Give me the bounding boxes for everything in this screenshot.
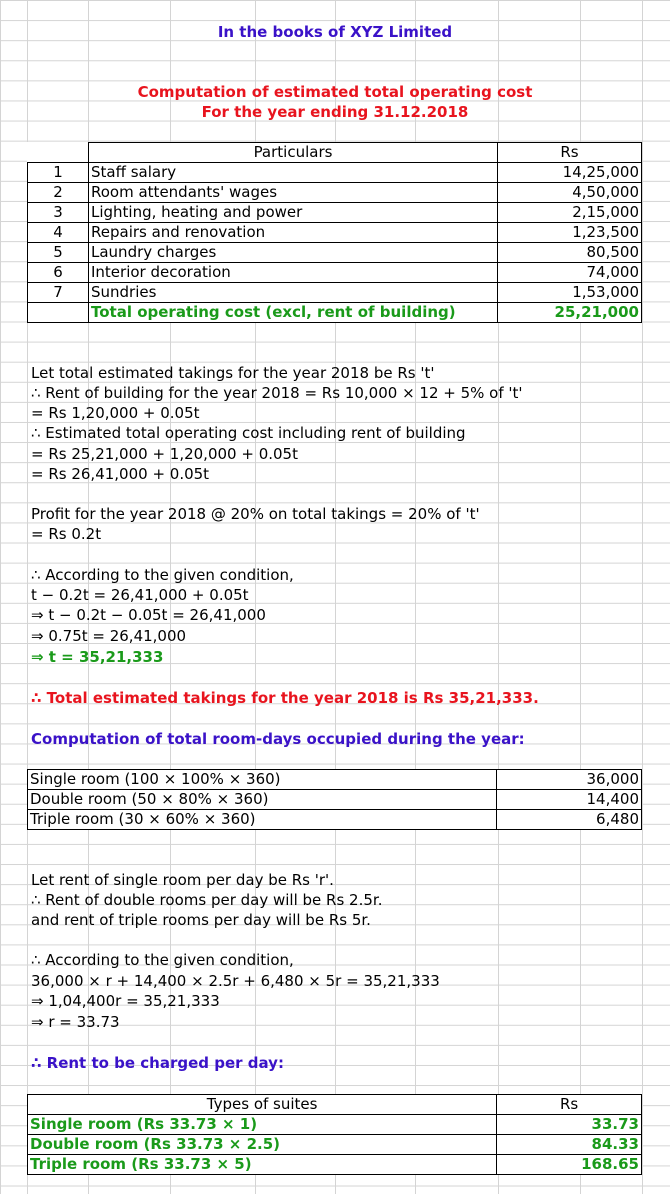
amount-header: Rs bbox=[497, 1095, 642, 1115]
table-row bbox=[28, 183, 642, 203]
table-row bbox=[28, 1115, 642, 1135]
room-days-title: Computation of total room-days occupied during the year: bbox=[31, 730, 525, 748]
row-value: 84.33 bbox=[497, 1135, 642, 1155]
row-amount: 1,53,000 bbox=[498, 283, 642, 303]
row-item: Room attendants' wages bbox=[89, 183, 498, 203]
blank-cell bbox=[28, 303, 89, 323]
working-line: = Rs 1,20,000 + 0.05t bbox=[31, 404, 200, 422]
computation-title: Computation of estimated total operating cost bbox=[137, 83, 533, 101]
working-line: ⇒ t − 0.2t − 0.05t = 26,41,000 bbox=[31, 606, 266, 624]
row-item: Double room (50 × 80% × 360) bbox=[28, 790, 497, 810]
working-line: and rent of triple rooms per day will be Rs 5r. bbox=[31, 911, 371, 929]
blank-cell bbox=[28, 143, 89, 163]
row-number: 3 bbox=[28, 203, 89, 223]
row-number: 1 bbox=[28, 163, 89, 183]
table-header-row bbox=[28, 1095, 642, 1115]
row-amount: 74,000 bbox=[498, 263, 642, 283]
row-value: 168.65 bbox=[497, 1155, 642, 1175]
row-number: 4 bbox=[28, 223, 89, 243]
row-item: Repairs and renovation bbox=[89, 223, 498, 243]
type-header: Types of suites bbox=[28, 1095, 497, 1115]
working-line: = Rs 0.2t bbox=[31, 525, 102, 543]
table-row bbox=[28, 203, 642, 223]
row-value: 33.73 bbox=[497, 1115, 642, 1135]
row-amount: 14,25,000 bbox=[498, 163, 642, 183]
table-row bbox=[28, 810, 642, 830]
rent-title: ∴ Rent to be charged per day: bbox=[31, 1054, 284, 1072]
grid-column-line bbox=[642, 0, 643, 1194]
year-title: For the year ending 31.12.2018 bbox=[201, 103, 469, 121]
table-row bbox=[28, 283, 642, 303]
amount-header: Rs bbox=[498, 143, 642, 163]
table-row bbox=[28, 243, 642, 263]
working-line: ∴ Rent of building for the year 2018 = Rs 10,000 × 12 + 5% of 't' bbox=[31, 384, 523, 402]
row-number: 6 bbox=[28, 263, 89, 283]
row-item: Triple room (30 × 60% × 360) bbox=[28, 810, 497, 830]
room-days-table bbox=[27, 769, 642, 830]
row-value: 6,480 bbox=[497, 810, 642, 830]
working-line: ⇒ 0.75t = 26,41,000 bbox=[31, 627, 187, 645]
working-line: ⇒ r = 33.73 bbox=[31, 1013, 120, 1031]
working-line: ⇒ 1,04,400r = 35,21,333 bbox=[31, 992, 220, 1010]
working-line: 36,000 × r + 14,400 × 2.5r + 6,480 × 5r = 35,21,333 bbox=[31, 972, 440, 990]
row-value: 36,000 bbox=[497, 770, 642, 790]
row-number: 7 bbox=[28, 283, 89, 303]
books-title: In the books of XYZ Limited bbox=[217, 23, 453, 41]
working-line: ∴ According to the given condition, bbox=[31, 951, 294, 969]
row-item: Interior decoration bbox=[89, 263, 498, 283]
row-amount: 80,500 bbox=[498, 243, 642, 263]
operating-cost-table bbox=[27, 142, 642, 323]
conclusion-takings: ∴ Total estimated takings for the year 2018 is Rs 35,21,333. bbox=[31, 689, 539, 707]
row-amount: 4,50,000 bbox=[498, 183, 642, 203]
working-line: ∴ Rent of double rooms per day will be Rs 2.5r. bbox=[31, 891, 383, 909]
table-row bbox=[28, 790, 642, 810]
total-row bbox=[28, 303, 642, 323]
working-line: Profit for the year 2018 @ 20% on total takings = 20% of 't' bbox=[31, 505, 480, 523]
table-row bbox=[28, 163, 642, 183]
working-line: Let rent of single room per day be Rs 'r'. bbox=[31, 871, 334, 889]
rent-table bbox=[27, 1094, 642, 1175]
row-amount: 1,23,500 bbox=[498, 223, 642, 243]
working-line: Let total estimated takings for the year 2018 be Rs 't' bbox=[31, 364, 435, 382]
row-item: Double room (Rs 33.73 × 2.5) bbox=[28, 1135, 497, 1155]
total-label: Total operating cost (excl, rent of building) bbox=[89, 303, 498, 323]
table-row bbox=[28, 770, 642, 790]
working-line: = Rs 26,41,000 + 0.05t bbox=[31, 465, 210, 483]
table-row bbox=[28, 223, 642, 243]
row-number: 2 bbox=[28, 183, 89, 203]
row-item: Sundries bbox=[89, 283, 498, 303]
working-line: ∴ According to the given condition, bbox=[31, 566, 294, 584]
row-item: Single room (100 × 100% × 360) bbox=[28, 770, 497, 790]
table-row bbox=[28, 1135, 642, 1155]
row-item: Lighting, heating and power bbox=[89, 203, 498, 223]
result-t: ⇒ t = 35,21,333 bbox=[31, 648, 164, 666]
row-item: Triple room (Rs 33.73 × 5) bbox=[28, 1155, 497, 1175]
working-line: = Rs 25,21,000 + 1,20,000 + 0.05t bbox=[31, 445, 298, 463]
row-item: Staff salary bbox=[89, 163, 498, 183]
total-amount: 25,21,000 bbox=[498, 303, 642, 323]
particulars-header: Particulars bbox=[89, 143, 498, 163]
row-item: Laundry charges bbox=[89, 243, 498, 263]
row-amount: 2,15,000 bbox=[498, 203, 642, 223]
table-row bbox=[28, 1155, 642, 1175]
row-value: 14,400 bbox=[497, 790, 642, 810]
working-line: ∴ Estimated total operating cost including rent of building bbox=[31, 424, 466, 442]
row-item: Single room (Rs 33.73 × 1) bbox=[28, 1115, 497, 1135]
table-row bbox=[28, 263, 642, 283]
working-line: t − 0.2t = 26,41,000 + 0.05t bbox=[31, 586, 249, 604]
table-header-row bbox=[28, 143, 642, 163]
row-number: 5 bbox=[28, 243, 89, 263]
